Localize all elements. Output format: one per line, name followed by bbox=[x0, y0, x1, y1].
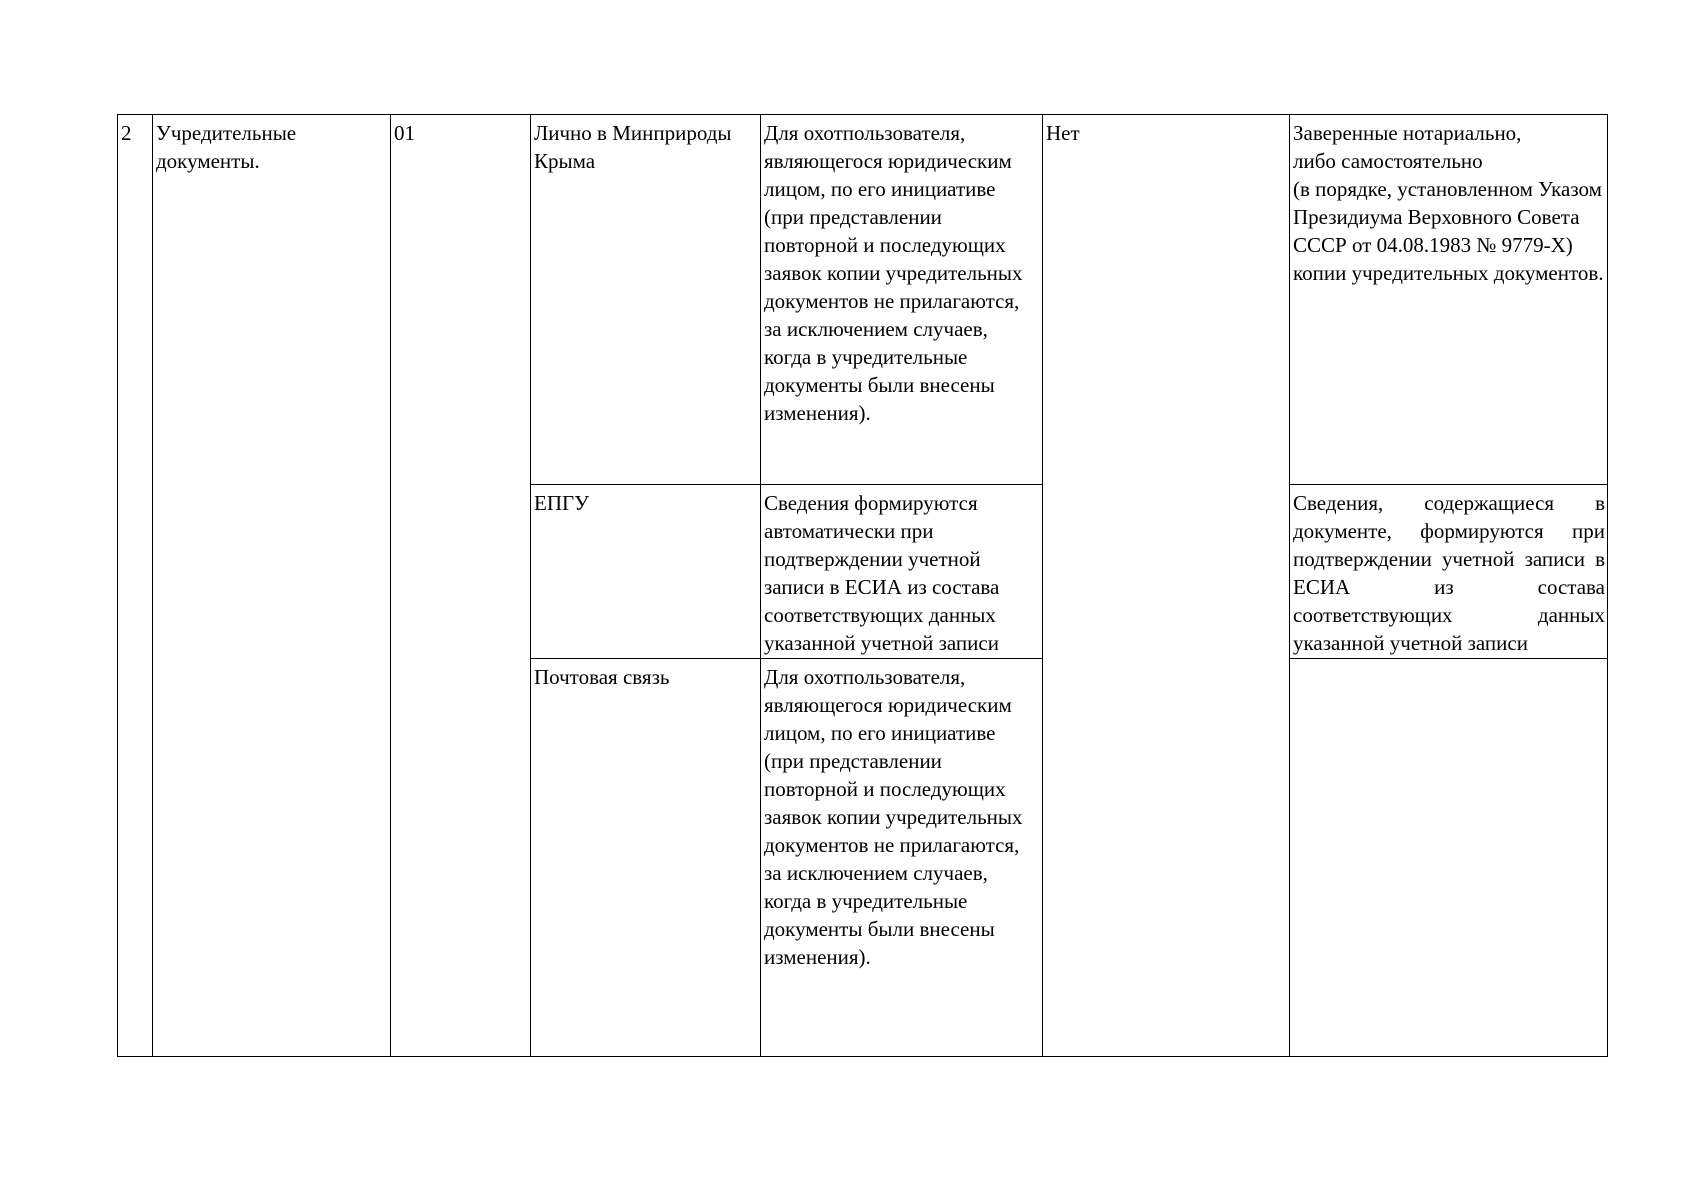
condition-post-cell bbox=[761, 659, 1043, 1057]
row-number: 2 bbox=[121, 121, 132, 145]
requirements-epgu: Сведения, содержащиеся в документе, формируются при подтверждении учетной записи в ЕСИА из состава соответствующих данных указанной учетной записи bbox=[1293, 491, 1605, 655]
method-post: Почтовая связь bbox=[534, 665, 670, 689]
method-epgu-cell bbox=[531, 485, 761, 659]
requirements-post-cell bbox=[1290, 659, 1608, 1057]
condition-epgu-cell bbox=[761, 485, 1043, 659]
method-personal: Лично в Минприроды Крыма bbox=[534, 121, 732, 173]
document-code: 01 bbox=[394, 121, 415, 145]
method-personal-cell bbox=[531, 115, 761, 485]
document-name-cell bbox=[153, 115, 391, 1057]
condition-post: Для охотпользователя, являющегося юридическим лицом, по его инициативе (при представлении повторной и последующих заявок копии учредительных документов не прилагаются, за исключением случаев, когда в учредительные документы были внесены изменения). bbox=[764, 665, 1023, 969]
method-epgu: ЕПГУ bbox=[534, 491, 590, 515]
condition-personal-cell bbox=[761, 115, 1043, 485]
requirements-epgu-cell bbox=[1290, 485, 1608, 659]
code-cell bbox=[391, 115, 531, 1057]
original-required: Нет bbox=[1046, 121, 1080, 145]
condition-epgu: Сведения формируются автоматически при подтверждении учетной записи в ЕСИА из состава соответствующих данных указанной учетной записи bbox=[764, 491, 1000, 655]
document-name: Учредительные документы. bbox=[156, 121, 297, 173]
requirements-personal-cell bbox=[1290, 115, 1608, 485]
documents-table bbox=[117, 114, 1608, 1057]
condition-personal: Для охотпользователя, являющегося юридическим лицом, по его инициативе (при представлении повторной и последующих заявок копии учредительных документов не прилагаются, за исключением случаев, когда в учредительные документы были внесены изменения). bbox=[764, 121, 1023, 425]
method-post-cell bbox=[531, 659, 761, 1057]
row-number-cell bbox=[118, 115, 153, 1057]
requirements-personal: Заверенные нотариально, либо самостоятельно (в порядке, установленном Указом Президиума Верховного Совета СССР от 04.08.1983 № 9779-Х) копии учредительных документов. bbox=[1293, 121, 1604, 285]
table-row bbox=[118, 115, 1608, 485]
original-required-cell bbox=[1043, 115, 1290, 1057]
